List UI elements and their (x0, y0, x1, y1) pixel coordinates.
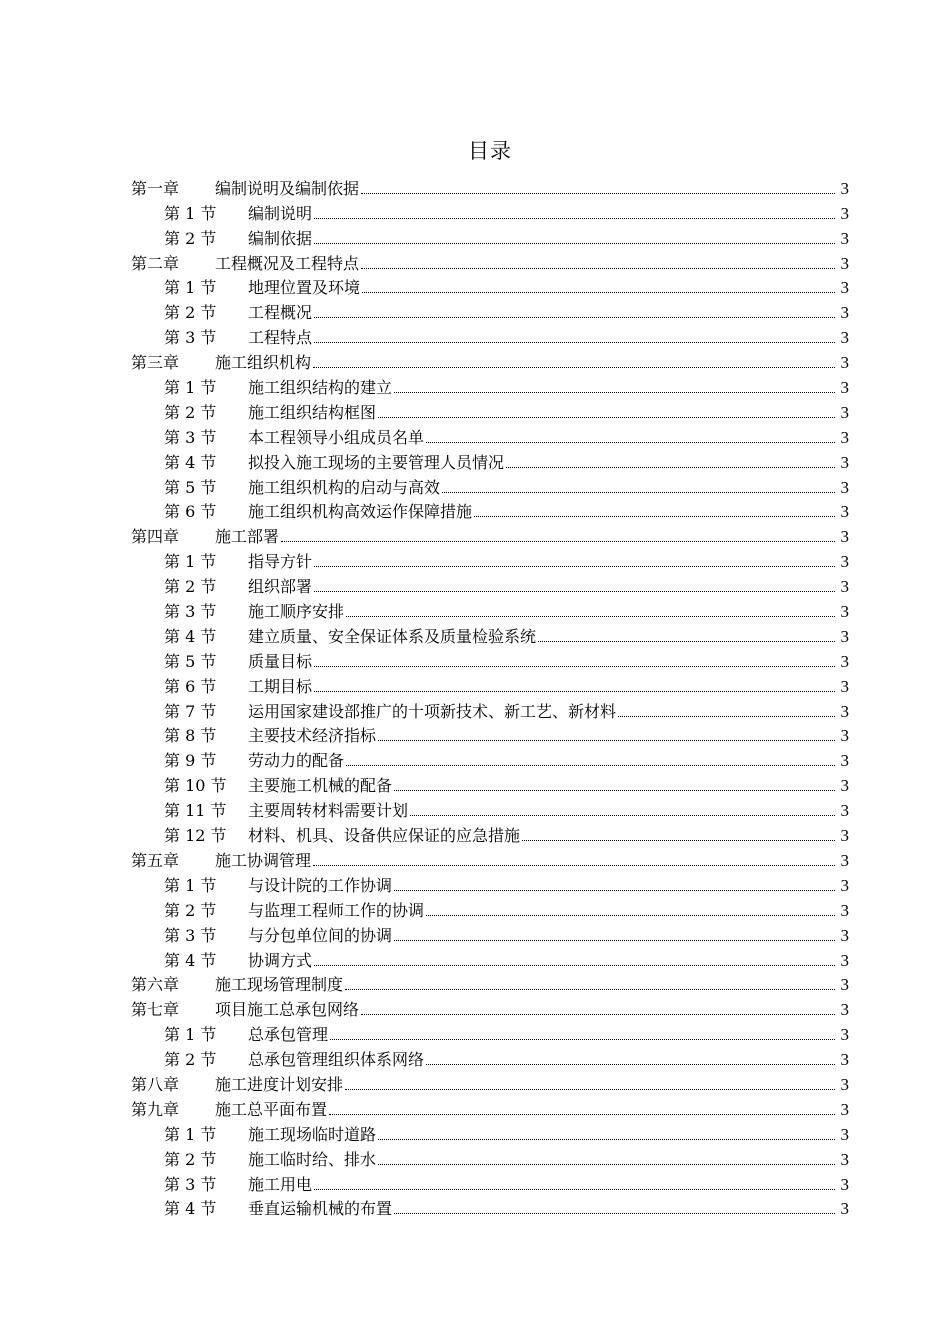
toc-section-entry[interactable] (131, 746, 849, 771)
toc-page-number: 3 (840, 701, 849, 721)
toc-entry-title: 施工总平面布置 (215, 1099, 328, 1119)
toc-dot-leader (314, 591, 835, 592)
toc-page-number: 3 (840, 402, 849, 422)
toc-entry-number: 第九章 (131, 1099, 180, 1119)
toc-dot-leader (314, 317, 835, 318)
toc-entry-number: 第 3 节 (164, 602, 217, 622)
toc-entry-number: 第 8 节 (164, 726, 217, 746)
toc-dot-leader (426, 1064, 835, 1065)
toc-entry-title: 垂直运输机械的布置 (248, 1199, 393, 1219)
toc-entry-title: 主要技术经济指标 (248, 726, 377, 746)
toc-page-number: 3 (840, 328, 849, 348)
toc-entry-title: 总承包管理组织体系网络 (248, 1050, 425, 1070)
toc-dot-leader (394, 392, 835, 393)
toc-entry-number: 第二章 (131, 253, 180, 273)
toc-entry-number: 第 1 节 (164, 278, 217, 298)
toc-page-number: 3 (840, 875, 849, 895)
toc-section-entry[interactable] (131, 373, 849, 398)
toc-page-number: 3 (840, 801, 849, 821)
toc-entry-title: 材料、机具、设备供应保证的应急措施 (248, 826, 521, 846)
toc-section-entry[interactable] (131, 1170, 849, 1195)
toc-entry-number: 第 2 节 (164, 1149, 217, 1169)
toc-entry-title: 与设计院的工作协调 (248, 875, 393, 895)
toc-section-entry[interactable] (131, 622, 849, 647)
toc-section-entry[interactable] (131, 697, 849, 722)
toc-entry-title: 项目施工总承包网络 (215, 1000, 360, 1020)
toc-page-number: 3 (840, 676, 849, 696)
toc-entry-title: 地理位置及环境 (248, 278, 361, 298)
toc-section-entry[interactable] (131, 921, 849, 946)
toc-page-number: 3 (840, 228, 849, 248)
toc-entry-number: 第 3 节 (164, 925, 217, 945)
toc-dot-leader (506, 467, 835, 468)
toc-section-entry[interactable] (131, 448, 849, 473)
toc-entry-number: 第 2 节 (164, 402, 217, 422)
toc-section-entry[interactable] (131, 572, 849, 597)
toc-entry-title: 劳动力的配备 (248, 751, 345, 771)
toc-entry-title: 施工现场临时道路 (248, 1124, 377, 1144)
toc-entry-title: 总承包管理 (248, 1025, 329, 1045)
toc-dot-leader (426, 915, 835, 916)
toc-entry-number: 第 1 节 (164, 1025, 217, 1045)
toc-entry-number: 第 12 节 (164, 826, 227, 846)
toc-page-number: 3 (840, 1199, 849, 1219)
toc-section-entry[interactable] (131, 871, 849, 896)
toc-entry-title: 工程特点 (248, 328, 313, 348)
toc-entry-title: 主要周转材料需要计划 (248, 801, 409, 821)
toc-entry-number: 第 6 节 (164, 502, 217, 522)
toc-dot-leader (281, 541, 835, 542)
toc-page-number: 3 (840, 477, 849, 497)
toc-dot-leader (314, 218, 835, 219)
toc-title: 目录 (468, 139, 512, 163)
toc-entry-number: 第 11 节 (164, 801, 227, 821)
toc-dot-leader (346, 616, 835, 617)
toc-entry-title: 指导方针 (248, 552, 313, 572)
toc-entry-number: 第 2 节 (164, 228, 217, 248)
toc-entry-title: 主要施工机械的配备 (248, 776, 393, 796)
toc-entry-number: 第 3 节 (164, 1174, 217, 1194)
toc-page-number: 3 (840, 1074, 849, 1094)
toc-entry-title: 施工现场管理制度 (215, 975, 344, 995)
toc-dot-leader (329, 1114, 835, 1115)
toc-dot-leader (361, 1014, 835, 1015)
toc-entry-number: 第 4 节 (164, 950, 217, 970)
toc-entry-number: 第三章 (131, 353, 180, 373)
toc-entry-number: 第 7 节 (164, 701, 217, 721)
toc-page-number: 3 (840, 726, 849, 746)
toc-entry-number: 第一章 (131, 178, 180, 198)
toc-page-number: 3 (840, 178, 849, 198)
toc-entry-number: 第 5 节 (164, 651, 217, 671)
toc-dot-leader (345, 989, 835, 990)
toc-page-number: 3 (840, 278, 849, 298)
toc-chapter-entry[interactable] (131, 971, 849, 996)
toc-entry-title: 施工组织结构框图 (248, 402, 377, 422)
toc-entry-number: 第 1 节 (164, 1124, 217, 1144)
toc-dot-leader (474, 516, 835, 517)
toc-list (131, 174, 849, 1219)
toc-page-number: 3 (840, 1000, 849, 1020)
toc-page-number: 3 (840, 303, 849, 323)
toc-entry-number: 第 2 节 (164, 577, 217, 597)
toc-section-entry[interactable] (131, 547, 849, 572)
toc-page-number: 3 (840, 1174, 849, 1194)
toc-dot-leader (361, 268, 835, 269)
toc-page-number: 3 (840, 502, 849, 522)
toc-page-number: 3 (840, 378, 849, 398)
toc-entry-number: 第 1 节 (164, 203, 217, 223)
toc-entry-title: 施工临时给、排水 (248, 1149, 377, 1169)
toc-chapter-entry[interactable] (131, 174, 849, 199)
toc-entry-title: 施工顺序安排 (248, 602, 345, 622)
toc-page-number: 3 (840, 850, 849, 870)
toc-section-entry[interactable] (131, 323, 849, 348)
toc-dot-leader (442, 492, 835, 493)
toc-section-entry[interactable] (131, 896, 849, 921)
toc-page-number: 3 (840, 552, 849, 572)
toc-entry-number: 第 1 节 (164, 378, 217, 398)
toc-entry-number: 第八章 (131, 1074, 180, 1094)
toc-page-number: 3 (840, 776, 849, 796)
toc-page-number: 3 (840, 1149, 849, 1169)
toc-chapter-entry[interactable] (131, 846, 849, 871)
toc-dot-leader (538, 641, 835, 642)
toc-dot-leader (522, 840, 835, 841)
toc-entry-title: 工程概况及工程特点 (215, 253, 360, 273)
toc-entry-number: 第六章 (131, 975, 180, 995)
toc-entry-number: 第 1 节 (164, 875, 217, 895)
toc-entry-title: 建立质量、安全保证体系及质量检验系统 (248, 626, 537, 646)
toc-entry-title: 与监理工程师工作的协调 (248, 900, 425, 920)
toc-dot-leader (314, 965, 835, 966)
toc-entry-number: 第 3 节 (164, 328, 217, 348)
toc-entry-number: 第 2 节 (164, 303, 217, 323)
toc-page-number: 3 (840, 527, 849, 547)
toc-page-number: 3 (840, 577, 849, 597)
toc-chapter-entry[interactable] (131, 348, 849, 373)
toc-page-number: 3 (840, 900, 849, 920)
toc-entry-title: 施工进度计划安排 (215, 1074, 344, 1094)
toc-page-number: 3 (840, 452, 849, 472)
toc-entry-title: 施工组织机构高效运作保障措施 (248, 502, 473, 522)
toc-entry-number: 第 10 节 (164, 776, 227, 796)
toc-page-number: 3 (840, 975, 849, 995)
toc-page-number: 3 (840, 1124, 849, 1144)
toc-section-entry[interactable] (131, 672, 849, 697)
toc-dot-leader (394, 940, 835, 941)
toc-section-entry[interactable] (131, 398, 849, 423)
toc-entry-number: 第 1 节 (164, 552, 217, 572)
toc-dot-leader (410, 815, 835, 816)
toc-dot-leader (313, 367, 835, 368)
toc-dot-leader (314, 666, 835, 667)
toc-entry-number: 第 5 节 (164, 477, 217, 497)
toc-chapter-entry[interactable] (131, 1095, 849, 1120)
toc-page-number: 3 (840, 602, 849, 622)
toc-section-entry[interactable] (131, 647, 849, 672)
toc-page-number: 3 (840, 826, 849, 846)
toc-dot-leader (314, 566, 835, 567)
toc-entry-title: 工期目标 (248, 676, 313, 696)
toc-entry-title: 施工组织机构的启动与高效 (248, 477, 441, 497)
toc-entry-title: 编制说明 (248, 203, 313, 223)
toc-section-entry[interactable] (131, 423, 849, 448)
toc-entry-number: 第 3 节 (164, 427, 217, 447)
toc-entry-title: 组织部署 (248, 577, 313, 597)
toc-entry-title: 拟投入施工现场的主要管理人员情况 (248, 452, 505, 472)
toc-entry-number: 第 2 节 (164, 900, 217, 920)
toc-entry-title: 与分包单位间的协调 (248, 925, 393, 945)
toc-section-entry[interactable] (131, 199, 849, 224)
toc-dot-leader (394, 890, 835, 891)
toc-section-entry[interactable] (131, 771, 849, 796)
toc-dot-leader (378, 740, 835, 741)
toc-entry-title: 运用国家建设部推广的十项新技术、新工艺、新材料 (248, 701, 617, 721)
toc-dot-leader (361, 193, 835, 194)
toc-entry-title: 编制依据 (248, 228, 313, 248)
toc-section-entry[interactable] (131, 1120, 849, 1145)
toc-entry-title: 施工部署 (215, 527, 280, 547)
toc-dot-leader (426, 442, 835, 443)
toc-page-number: 3 (840, 203, 849, 223)
toc-section-entry[interactable] (131, 298, 849, 323)
toc-page-number: 3 (840, 353, 849, 373)
toc-dot-leader (378, 1164, 835, 1165)
toc-dot-leader (618, 716, 835, 717)
toc-dot-leader (362, 292, 835, 293)
toc-dot-leader (314, 243, 835, 244)
toc-section-entry[interactable] (131, 796, 849, 821)
toc-chapter-entry[interactable] (131, 1070, 849, 1095)
toc-chapter-entry[interactable] (131, 249, 849, 274)
toc-section-entry[interactable] (131, 821, 849, 846)
toc-entry-title: 施工组织机构 (215, 353, 312, 373)
toc-page-number: 3 (840, 651, 849, 671)
toc-section-entry[interactable] (131, 224, 849, 249)
toc-entry-title: 质量目标 (248, 651, 313, 671)
toc-dot-leader (314, 1189, 835, 1190)
toc-section-entry[interactable] (131, 498, 849, 523)
toc-page-number: 3 (840, 1050, 849, 1070)
toc-dot-leader (378, 417, 835, 418)
toc-dot-leader (378, 1139, 835, 1140)
toc-section-entry[interactable] (131, 946, 849, 971)
toc-entry-title: 编制说明及编制依据 (215, 178, 360, 198)
toc-entry-number: 第 4 节 (164, 452, 217, 472)
toc-entry-number: 第 9 节 (164, 751, 217, 771)
toc-entry-title: 施工协调管理 (215, 850, 312, 870)
toc-page-number: 3 (840, 950, 849, 970)
toc-section-entry[interactable] (131, 473, 849, 498)
toc-section-entry[interactable] (131, 1045, 849, 1070)
toc-dot-leader (345, 1089, 835, 1090)
toc-entry-title: 施工用电 (248, 1174, 313, 1194)
toc-page-number: 3 (840, 427, 849, 447)
toc-entry-number: 第四章 (131, 527, 180, 547)
toc-dot-leader (314, 691, 835, 692)
toc-dot-leader (394, 1213, 835, 1214)
toc-page-number: 3 (840, 925, 849, 945)
toc-page-number: 3 (840, 1025, 849, 1045)
toc-section-entry[interactable] (131, 274, 849, 299)
toc-entry-number: 第 4 节 (164, 626, 217, 646)
toc-entry-number: 第 6 节 (164, 676, 217, 696)
toc-dot-leader (313, 865, 835, 866)
toc-page-number: 3 (840, 751, 849, 771)
toc-section-entry[interactable] (131, 1195, 849, 1220)
toc-entry-number: 第 4 节 (164, 1199, 217, 1219)
toc-section-entry[interactable] (131, 1020, 849, 1045)
toc-entry-number: 第 2 节 (164, 1050, 217, 1070)
toc-page-number: 3 (840, 1099, 849, 1119)
toc-section-entry[interactable] (131, 722, 849, 747)
toc-dot-leader (314, 342, 835, 343)
toc-entry-title: 协调方式 (248, 950, 313, 970)
toc-entry-number: 第五章 (131, 850, 180, 870)
toc-entry-title: 施工组织结构的建立 (248, 378, 393, 398)
toc-page-number: 3 (840, 253, 849, 273)
toc-section-entry[interactable] (131, 597, 849, 622)
toc-entry-title: 工程概况 (248, 303, 313, 323)
toc-dot-leader (330, 1039, 835, 1040)
toc-chapter-entry[interactable] (131, 995, 849, 1020)
toc-section-entry[interactable] (131, 1145, 849, 1170)
toc-entry-number: 第七章 (131, 1000, 180, 1020)
toc-dot-leader (394, 790, 835, 791)
toc-entry-title: 本工程领导小组成员名单 (248, 427, 425, 447)
toc-page-number: 3 (840, 626, 849, 646)
toc-chapter-entry[interactable] (131, 522, 849, 547)
toc-dot-leader (346, 765, 835, 766)
